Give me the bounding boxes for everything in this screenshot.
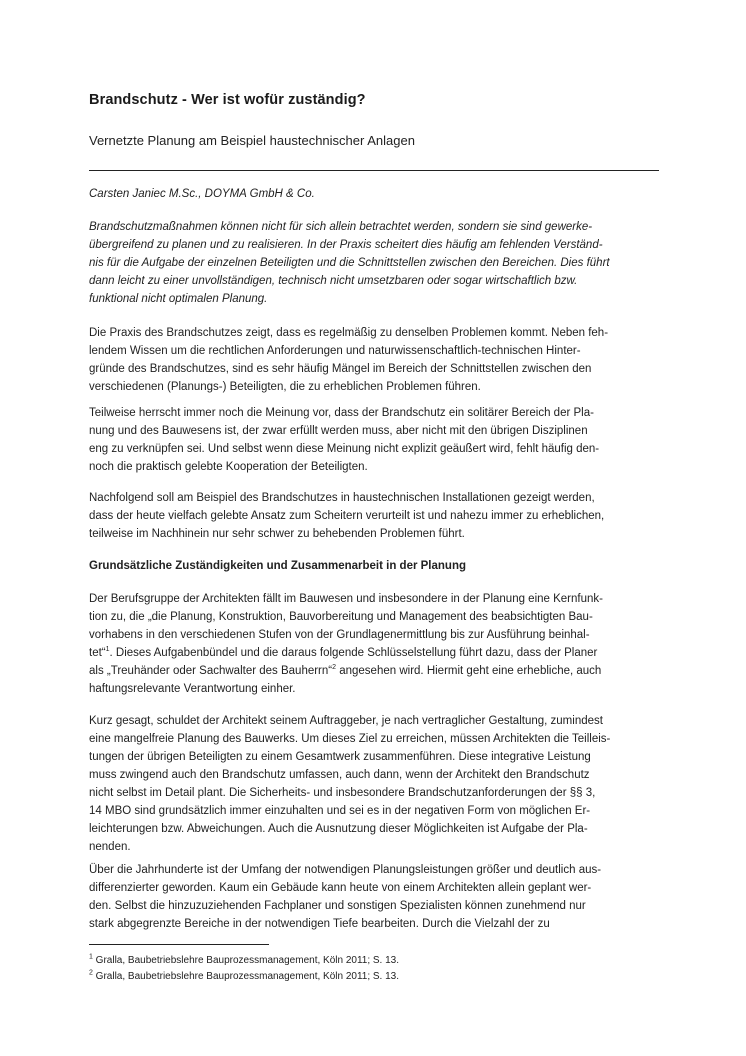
footnotes <box>89 953 399 985</box>
paragraph-line: differenzierter geworden. Kaum ein Gebäude kann heute von einem Architekten allein geplant wer- <box>89 882 592 894</box>
body-paragraph-4 <box>89 590 664 698</box>
section-heading: Grundsätzliche Zuständigkeiten und Zusammenarbeit in der Planung <box>89 560 466 572</box>
paragraph-line: lendem Wissen um die rechtlichen Anforderungen und naturwissenschaftlich-technischen Hinter- <box>89 345 581 357</box>
footnote-text: Gralla, Baubetriebslehre Bauprozessmanagement, Köln 2011; S. 13. <box>92 971 400 982</box>
paragraph-line: verschiedenen (Planungs-) Beteiligten, die zu erheblichen Problemen führen. <box>89 381 481 393</box>
paragraph-line: tion zu, die „die Planung, Konstruktion, Bauvorbereitung und Management des beabsichtigten Bau- <box>89 611 593 623</box>
paragraph-line <box>89 644 664 662</box>
body-paragraph-1 <box>89 324 664 396</box>
paragraph-line: vorhabens in den verschiedenen Stufen von der Grundlagenermittlung bis zur Ausführung beinhal- <box>89 629 590 641</box>
paragraph-text: angesehen wird. Hiermit geht eine erhebliche, auch <box>336 665 602 677</box>
paragraph-line: dass der heute vielfach gelebte Ansatz zum Scheitern verurteilt ist und nahezu immer zu erheblichen, <box>89 510 605 522</box>
paragraph-line: Über die Jahrhunderte ist der Umfang der notwendigen Planungsleistungen größer und deutlich aus- <box>89 864 602 876</box>
abstract-line: übergreifend zu planen und zu realisieren. In der Praxis scheitert dies häufig am fehlenden Verständ- <box>89 239 603 251</box>
paragraph-line: teilweise im Nachhinein nur sehr schwer zu behebenden Problemen führt. <box>89 528 465 540</box>
paragraph-line: Nachfolgend soll am Beispiel des Brandschutzes in haustechnischen Installationen gezeigt werden, <box>89 492 595 504</box>
paragraph-line: haftungsrelevante Verantwortung einher. <box>89 683 296 695</box>
paragraph-line: nung und des Bauwesens ist, der zwar erfüllt werden muss, aber nicht mit den übrigen Disziplinen <box>89 425 588 437</box>
paragraph-line: noch die praktisch gelebte Kooperation der Beteiligten. <box>89 461 368 473</box>
abstract-line: nis für die Aufgabe der einzelnen Beteiligten und die Schnittstellen zwischen den Bereichen. Dies führt <box>89 257 610 269</box>
paragraph-line: eng zu verknüpfen sei. Und selbst wenn diese Meinung nicht explizit geäußert wird, fehlt häufig den- <box>89 443 600 455</box>
paragraph-line: gründe des Brandschutzes, sind es sehr häufig Mängel im Bereich der Schnittstellen zwischen den <box>89 363 592 375</box>
paragraph-line: Teilweise herrscht immer noch die Meinung vor, dass der Brandschutz ein solitärer Bereich der Pla- <box>89 407 594 419</box>
paragraph-line: nicht selbst im Detail plant. Die Sicherheits- und insbesondere Brandschutzanforderungen der §§ 3, <box>89 787 596 799</box>
document-subtitle: Vernetzte Planung am Beispiel haustechnischer Anlagen <box>89 133 415 148</box>
body-paragraph-6 <box>89 861 664 933</box>
abstract-line: dann leicht zu einer unvollständigen, technisch nicht umsetzbaren oder sogar wirtschaftlich bzw. <box>89 275 578 287</box>
body-paragraph-2 <box>89 404 664 476</box>
paragraph-line: muss zwingend auch den Brandschutz umfassen, auch dann, wenn der Architekt den Brandschutz <box>89 769 590 781</box>
paragraph-line: tungen der übrigen Beteiligten zu einem Gesamtwerk zusammenführen. Diese integrative Leistung <box>89 751 591 763</box>
footnote-1 <box>89 953 399 969</box>
abstract-paragraph <box>89 218 664 308</box>
paragraph-line: eine mangelfreie Planung des Bauwerks. Um dieses Ziel zu erreichen, müssen Architekten die Teilleis- <box>89 733 611 745</box>
footnote-2 <box>89 969 399 985</box>
author-line: Carsten Janiec M.Sc., DOYMA GmbH & Co. <box>89 188 315 200</box>
paragraph-line <box>89 662 664 680</box>
paragraph-line: Kurz gesagt, schuldet der Architekt seinem Auftraggeber, je nach vertraglicher Gestaltung, zumindest <box>89 715 603 727</box>
paragraph-line: Die Praxis des Brandschutzes zeigt, dass es regelmäßig zu denselben Problemen kommt. Neben feh- <box>89 327 609 339</box>
paragraph-line: nenden. <box>89 841 131 853</box>
paragraph-line: den. Selbst die hinzuzuziehenden Fachplaner und sonstigen Spezialisten können zunehmend nur <box>89 900 586 912</box>
document-title: Brandschutz - Wer ist wofür zuständig? <box>89 92 366 108</box>
footnote-ref-1[interactable]: 1 <box>105 646 110 654</box>
footnote-number: 1 <box>89 953 93 961</box>
paragraph-text: als „Treuhänder oder Sachwalter des Bauherrn“ <box>89 665 333 677</box>
paragraph-text: tet“ <box>89 647 106 659</box>
footnote-number: 2 <box>89 969 93 977</box>
abstract-line: Brandschutzmaßnahmen können nicht für sich allein betrachtet werden, sondern sie sind gewerke- <box>89 221 593 233</box>
title-divider <box>89 170 659 171</box>
body-paragraph-5 <box>89 712 664 856</box>
paragraph-line: 14 MBO sind grundsätzlich immer einzuhalten und sei es in der negativen Form von möglichen Er- <box>89 805 591 817</box>
paragraph-text: . Dieses Aufgabenbündel und die daraus folgende Schlüsselstellung führt dazu, dass der Planer <box>109 647 598 659</box>
footnote-ref-2[interactable]: 2 <box>332 664 337 672</box>
paragraph-line: stark abgegrenzte Bereiche in der notwendigen Tiefe bearbeiten. Durch die Vielzahl der zu <box>89 918 550 930</box>
paragraph-line: Der Berufsgruppe der Architekten fällt im Bauwesen und insbesondere in der Planung eine Kernfunk- <box>89 593 603 605</box>
footnote-text: Gralla, Baubetriebslehre Bauprozessmanagement, Köln 2011; S. 13. <box>92 955 400 966</box>
footnote-divider <box>89 944 269 945</box>
paragraph-line: leichterungen bzw. Abweichungen. Auch die Ausnutzung dieser Möglichkeiten ist Aufgabe der Pla- <box>89 823 588 835</box>
body-paragraph-3 <box>89 489 664 543</box>
abstract-line: funktional nicht optimalen Planung. <box>89 293 268 305</box>
